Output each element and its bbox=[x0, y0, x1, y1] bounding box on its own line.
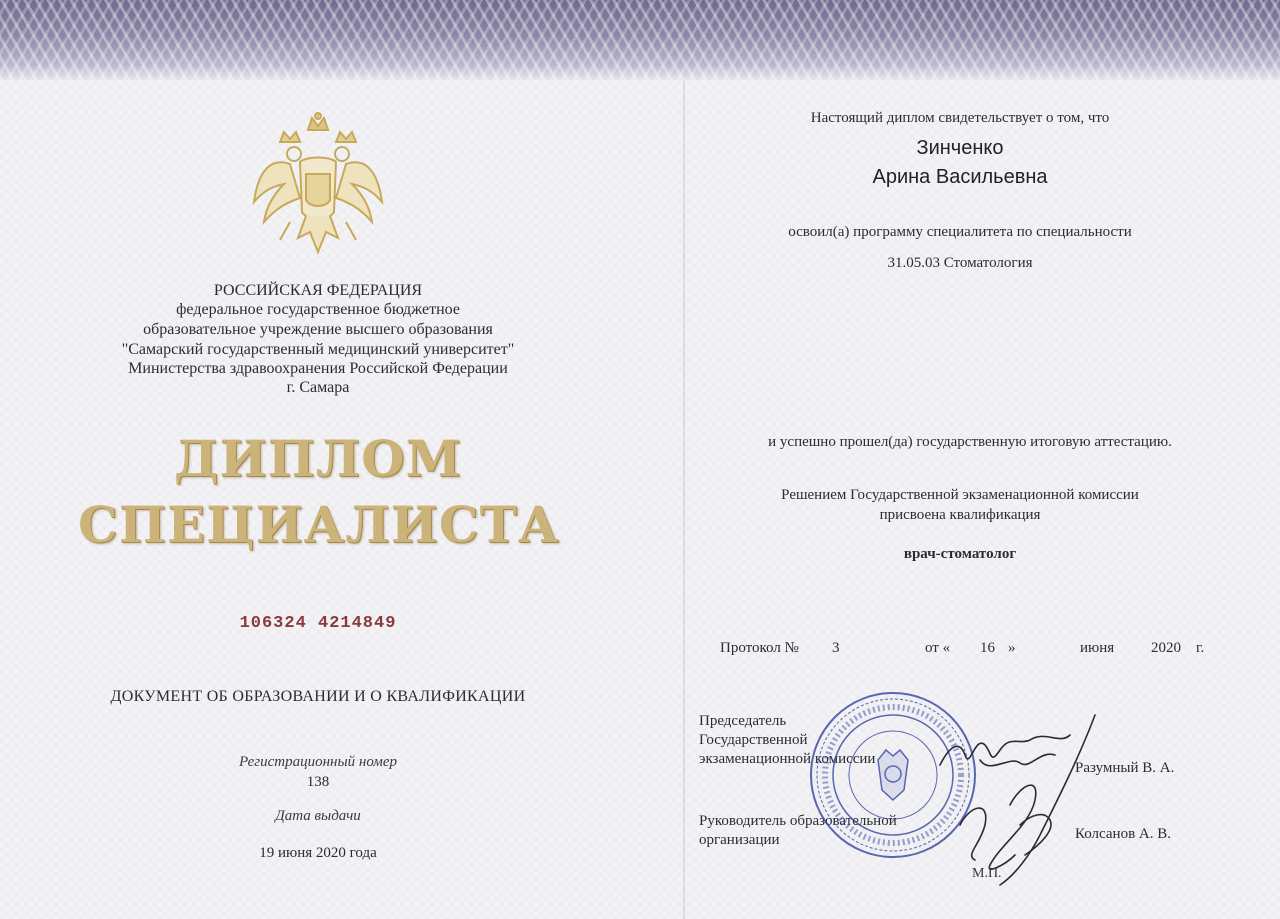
protocol-year: 2020 bbox=[1151, 640, 1181, 656]
handwritten-signatures bbox=[920, 705, 1110, 895]
org-type-line: федеральное государственное бюджетное bbox=[176, 301, 460, 318]
issue-date: 19 июня 2020 года bbox=[259, 845, 377, 861]
org-city: г. Самара bbox=[286, 379, 350, 396]
qualification: врач-стоматолог bbox=[903, 546, 1017, 562]
protocol-month: июня bbox=[1080, 640, 1115, 656]
protocol-day: 16 bbox=[980, 640, 995, 656]
org-ministry: Министерства здравоохранения Российской Федерации bbox=[128, 360, 508, 377]
protocol-date-close: » bbox=[1008, 640, 1016, 656]
org-country: РОССИЙСКАЯ ФЕДЕРАЦИЯ bbox=[213, 282, 423, 299]
head-title-line2: организации bbox=[699, 832, 780, 848]
document-type: ДОКУМЕНТ ОБ ОБРАЗОВАНИИ И О КВАЛИФИКАЦИИ bbox=[110, 688, 526, 705]
commission-decision-line2: присвоена квалификация bbox=[879, 507, 1041, 523]
head-name: Колсанов А. В. bbox=[1075, 826, 1171, 842]
seal-mark: М.П. bbox=[972, 866, 1002, 881]
chair-title-line2: Государственной bbox=[699, 732, 808, 748]
protocol-label: Протокол № bbox=[720, 640, 799, 656]
specialty: 31.05.03 Стоматология bbox=[887, 255, 1033, 271]
protocol-date-open: от « bbox=[925, 640, 951, 656]
registration-number: 138 bbox=[306, 774, 330, 790]
attestation-text: и успешно прошел(да) государственную итоговую аттестацию. bbox=[768, 434, 1172, 450]
serial-number: 106324 4214849 bbox=[239, 614, 397, 633]
protocol-year-suffix: г. bbox=[1196, 640, 1205, 656]
chair-title-line3: экзаменационной комиссии bbox=[699, 751, 876, 767]
diploma-title-line1: ДИПЛОМ bbox=[173, 429, 463, 488]
intro-text: Настоящий диплом свидетельствует о том, что bbox=[810, 110, 1110, 126]
registration-label: Регистрационный номер bbox=[238, 754, 397, 770]
program-text: освоил(а) программу специалитета по специальности bbox=[788, 224, 1132, 240]
coat-of-arms-emblem bbox=[250, 112, 386, 262]
issue-date-label: Дата выдачи bbox=[275, 808, 361, 824]
chair-title-line1: Председатель bbox=[699, 713, 787, 729]
protocol-number: 3 bbox=[832, 640, 840, 656]
chair-name: Разумный В. А. bbox=[1075, 760, 1175, 776]
org-education-line: образовательное учреждение высшего образования bbox=[143, 321, 493, 338]
graduate-given-names: Арина Васильевна bbox=[872, 166, 1048, 188]
diploma-title-line2: СПЕЦИАЛИСТА bbox=[78, 495, 560, 554]
page-fold bbox=[683, 80, 685, 919]
commission-decision-line1: Решением Государственной экзаменационной комиссии bbox=[781, 487, 1139, 503]
security-pattern-band bbox=[0, 0, 1280, 80]
org-university-name: "Самарский государственный медицинский университет" bbox=[121, 341, 515, 358]
head-title-line1: Руководитель образовательной bbox=[699, 813, 897, 829]
graduate-surname: Зинченко bbox=[916, 137, 1004, 159]
